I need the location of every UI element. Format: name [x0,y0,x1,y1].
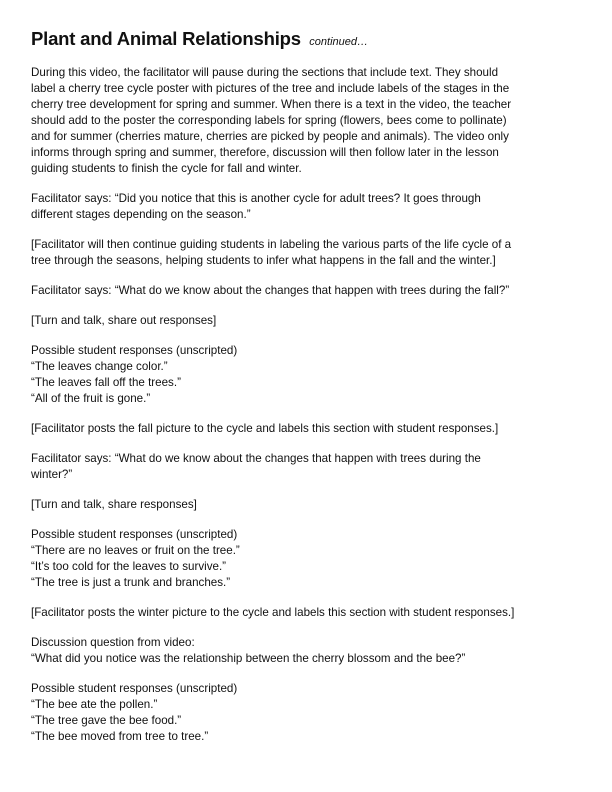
text-line: “The tree gave the bee food.” [31,714,182,727]
page-header [31,26,586,55]
paragraph [31,497,586,513]
text-line: winter?” [31,468,73,481]
text-line: cherry tree development for spring and summer. When there is a text in the video, the teacher [31,98,512,111]
paragraph [31,313,586,329]
text-line: [Turn and talk, share responses] [31,498,197,511]
paragraph [31,451,586,483]
text-line: “It’s too cold for the leaves to survive.” [31,560,227,573]
text-line: “The leaves change color.” [31,360,168,373]
text-line: Facilitator says: “What do we know about the changes that happen with trees during the [31,452,481,465]
text-line: [Facilitator will then continue guiding students in labeling the various parts of the life cycle of a [31,238,512,251]
paragraph [31,681,586,745]
text-line: label a cherry tree cycle poster with pictures of the tree and include labels of the stages in the [31,82,510,95]
text-line: tree through the seasons, helping students to infer what happens in the fall and the winter.] [31,254,496,267]
paragraph [31,237,586,269]
text-line: Discussion question from video: [31,636,195,649]
text-line: “What did you notice was the relationship between the cherry blossom and the bee?” [31,652,466,665]
text-line: [Facilitator posts the fall picture to the cycle and labels this section with student responses.] [31,422,499,435]
paragraph [31,421,586,437]
text-line: “All of the fruit is gone.” [31,392,151,405]
page-subtitle: continued… [309,36,369,48]
text-line: “The bee moved from tree to tree.” [31,730,209,743]
text-line: should add to the poster the corresponding labels for spring (flowers, bees come to pollinate) [31,114,507,127]
paragraph [31,191,586,223]
text-line: Possible student responses (unscripted) [31,528,238,541]
text-line: “The tree is just a trunk and branches.” [31,576,231,589]
text-line: “The leaves fall off the trees.” [31,376,181,389]
text-line: [Turn and talk, share out responses] [31,314,217,327]
text-line: guiding students to finish the cycle for fall and winter. [31,162,302,175]
text-line: “There are no leaves or fruit on the tree.” [31,544,240,557]
paragraph [31,65,586,177]
text-line: and for summer (cherries mature, cherries are picked by people and animals). The video only [31,130,509,143]
document-page [31,26,586,759]
text-line: Facilitator says: “Did you notice that this is another cycle for adult trees? It goes through [31,192,481,205]
text-line: Possible student responses (unscripted) [31,344,238,357]
paragraph [31,605,586,621]
text-line: different stages depending on the season.” [31,208,251,221]
paragraph [31,635,586,667]
document-body [31,65,586,745]
text-line: Possible student responses (unscripted) [31,682,238,695]
paragraph [31,343,586,407]
text-line: “The bee ate the pollen.” [31,698,158,711]
paragraph [31,527,586,591]
text-line: [Facilitator posts the winter picture to the cycle and labels this section with student responses.] [31,606,515,619]
text-line: During this video, the facilitator will pause during the sections that include text. They should [31,66,499,79]
text-line: informs through spring and summer, therefore, discussion will then follow later in the lesson [31,146,499,159]
page-title: Plant and Animal Relationships [31,28,301,49]
text-line: Facilitator says: “What do we know about the changes that happen with trees during the fall?” [31,284,510,297]
paragraph [31,283,586,299]
